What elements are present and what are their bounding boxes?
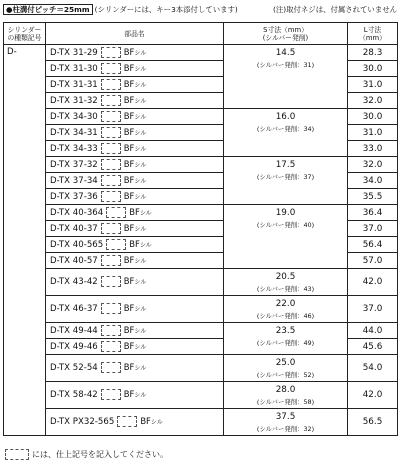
s-dimension — [224, 382, 348, 409]
finish-code-box — [101, 223, 121, 234]
finish-code-box — [106, 207, 126, 218]
finish-code-box — [101, 341, 121, 352]
part-number: D-TX PX32-565 — [50, 417, 115, 427]
part-name — [46, 109, 224, 125]
l-dimension: 30.0 — [348, 109, 398, 125]
part-number: D-TX 31-32 — [50, 95, 98, 106]
bf-suffix: BFシル — [123, 276, 147, 286]
table-row — [4, 157, 398, 173]
l-dimension: 56.5 — [348, 409, 398, 436]
finish-code-box — [117, 416, 137, 427]
header-part-name: 部品名 — [46, 23, 224, 45]
bf-suffix: BFシル — [123, 158, 147, 169]
part-name — [46, 45, 224, 61]
header-s-dimension: S寸法（mm） (シルバー発削) — [224, 23, 348, 45]
s-value: 20.5 — [275, 272, 296, 282]
part-name — [46, 237, 224, 253]
l-dimension: 32.0 — [348, 93, 398, 109]
pitch-label: ●柱溝付ピッチ＝25mm — [3, 4, 93, 15]
bf-suffix: BFシル — [123, 222, 147, 233]
part-name — [46, 339, 224, 355]
s-value: 14.5 — [275, 48, 296, 58]
cylinder-note: (シリンダーには、キー3本添付しています) — [94, 5, 238, 14]
table-row — [4, 409, 398, 436]
part-name — [46, 125, 224, 141]
table-row — [4, 109, 398, 125]
l-dimension: 30.0 — [348, 61, 398, 77]
part-number: D-TX 37-32 — [50, 159, 98, 170]
part-number: D-TX 52-54 — [50, 363, 98, 373]
part-name — [46, 409, 224, 436]
s-dimension — [224, 409, 348, 436]
footer-text: には、仕上記号を記入してください。 — [32, 450, 168, 459]
s-reference: (シルバー発削：43) — [256, 285, 315, 293]
finish-code-box — [101, 325, 121, 336]
s-dimension — [224, 205, 348, 269]
s-reference: (シルバー発削：49) — [256, 339, 315, 347]
finish-code-box — [101, 255, 121, 266]
part-number: D-TX 40-57 — [50, 255, 98, 266]
part-number: D-TX 31-31 — [50, 79, 98, 90]
bf-suffix: BFシル — [123, 190, 147, 201]
bf-suffix: BFシル — [123, 174, 147, 185]
l-dimension: 44.0 — [348, 323, 398, 339]
header-notes — [3, 3, 397, 17]
header-cylinder-code: シリンダー の種類記号 — [4, 23, 46, 45]
part-name — [46, 221, 224, 237]
finish-code-box — [5, 449, 29, 460]
s-reference: (シルバー発削：58) — [256, 398, 315, 406]
part-number: D-TX 58-42 — [50, 390, 98, 400]
s-value: 37.5 — [275, 412, 296, 422]
l-dimension: 31.0 — [348, 77, 398, 93]
part-number: D-TX 40-37 — [50, 223, 98, 234]
l-dimension: 35.5 — [348, 189, 398, 205]
table-row — [4, 269, 398, 296]
part-number: D-TX 37-34 — [50, 175, 98, 186]
finish-code-box — [101, 389, 121, 400]
finish-code-box — [101, 191, 121, 202]
table-header-row — [4, 23, 398, 45]
l-dimension: 37.0 — [348, 296, 398, 323]
bf-suffix: BFシル — [123, 110, 147, 121]
part-name — [46, 355, 224, 382]
part-name — [46, 296, 224, 323]
part-name — [46, 253, 224, 269]
bf-suffix: BFシル — [123, 303, 147, 313]
part-number: D-TX 49-44 — [50, 325, 98, 336]
s-value: 28.0 — [275, 385, 296, 395]
s-value: 17.5 — [275, 160, 296, 170]
l-dimension: 54.0 — [348, 355, 398, 382]
s-reference: (シルバー発削：52) — [256, 371, 315, 379]
part-name — [46, 157, 224, 173]
s-dimension — [224, 45, 348, 109]
s-value: 22.0 — [275, 299, 296, 309]
s-reference: (シルバー発削：40) — [256, 221, 315, 229]
finish-code-box — [101, 143, 121, 154]
bf-suffix: BFシル — [123, 126, 147, 137]
table-row — [4, 355, 398, 382]
l-dimension: 42.0 — [348, 382, 398, 409]
part-number: D-TX 34-31 — [50, 127, 98, 138]
s-dimension — [224, 109, 348, 157]
finish-code-box — [101, 362, 121, 373]
part-number: D-TX 43-42 — [50, 277, 98, 287]
finish-code-box — [101, 95, 121, 106]
part-number: D-TX 40-364 — [50, 207, 104, 218]
part-name — [46, 173, 224, 189]
header-l-dimension: L寸法 （mm） — [348, 23, 398, 45]
part-name — [46, 93, 224, 109]
pitch-note — [3, 4, 238, 15]
s-reference: (シルバー発削：37) — [256, 173, 315, 181]
table-row — [4, 296, 398, 323]
part-number: D-TX 46-37 — [50, 304, 98, 314]
part-number: D-TX 40-565 — [50, 239, 104, 250]
part-number: D-TX 31-30 — [50, 63, 98, 74]
bf-suffix: BFシル — [123, 340, 147, 351]
s-dimension — [224, 355, 348, 382]
table-row — [4, 205, 398, 221]
s-value: 23.5 — [275, 326, 296, 336]
part-name — [46, 61, 224, 77]
part-name — [46, 382, 224, 409]
finish-code-box — [101, 111, 121, 122]
bf-suffix: BFシル — [123, 94, 147, 105]
l-dimension: 31.0 — [348, 125, 398, 141]
l-dimension: 28.3 — [348, 45, 398, 61]
part-name — [46, 269, 224, 296]
l-dimension: 33.0 — [348, 141, 398, 157]
s-dimension — [224, 323, 348, 355]
part-name — [46, 77, 224, 93]
bf-suffix: BFシル — [123, 254, 147, 265]
part-number: D-TX 34-33 — [50, 143, 98, 154]
bf-suffix: BFシル — [123, 142, 147, 153]
bf-suffix: BFシル — [129, 238, 152, 249]
part-number: D-TX 37-36 — [50, 191, 98, 202]
bf-suffix: BFシル — [123, 46, 147, 57]
table-row — [4, 45, 398, 61]
cylinder-code: D- — [4, 45, 46, 436]
finish-code-box — [101, 47, 121, 58]
part-name — [46, 323, 224, 339]
s-dimension — [224, 157, 348, 205]
bf-suffix: BFシル — [123, 362, 147, 372]
finish-code-box — [101, 127, 121, 138]
finish-code-box — [106, 239, 126, 250]
s-dimension — [224, 269, 348, 296]
table-row — [4, 382, 398, 409]
finish-code-box — [101, 276, 121, 287]
l-dimension: 56.4 — [348, 237, 398, 253]
bf-suffix: BFシル — [123, 62, 147, 73]
footer-note — [5, 449, 168, 460]
s-value: 25.0 — [275, 358, 296, 368]
s-reference: (シルバー発削：32) — [256, 425, 315, 433]
l-dimension: 36.4 — [348, 205, 398, 221]
part-number: D-TX 49-46 — [50, 341, 98, 352]
screw-note: (注)取付ネジは、付属されていません — [272, 5, 397, 14]
l-dimension: 45.6 — [348, 339, 398, 355]
l-dimension: 57.0 — [348, 253, 398, 269]
bf-suffix: BFシル — [123, 78, 147, 89]
part-number: D-TX 31-29 — [50, 47, 98, 58]
part-name — [46, 189, 224, 205]
s-value: 16.0 — [275, 112, 296, 122]
s-reference: (シルバー発削：34) — [256, 125, 315, 133]
l-dimension: 42.0 — [348, 269, 398, 296]
l-dimension: 37.0 — [348, 221, 398, 237]
bf-suffix: BFシル — [140, 416, 163, 426]
s-value: 19.0 — [275, 208, 296, 218]
table-row — [4, 323, 398, 339]
finish-code-box — [101, 63, 121, 74]
finish-code-box — [101, 79, 121, 90]
part-name — [46, 141, 224, 157]
parts-table — [3, 22, 398, 436]
s-dimension — [224, 296, 348, 323]
bf-suffix: BFシル — [123, 389, 147, 399]
s-reference: (シルバー発削：31) — [256, 61, 315, 69]
s-reference: (シルバー発削：46) — [256, 312, 315, 320]
part-number: D-TX 34-30 — [50, 111, 98, 122]
l-dimension: 32.0 — [348, 157, 398, 173]
finish-code-box — [101, 303, 121, 314]
l-dimension: 34.0 — [348, 173, 398, 189]
bf-suffix: BFシル — [129, 206, 152, 217]
bf-suffix: BFシル — [123, 324, 147, 335]
part-name — [46, 205, 224, 221]
finish-code-box — [101, 175, 121, 186]
finish-code-box — [101, 159, 121, 170]
